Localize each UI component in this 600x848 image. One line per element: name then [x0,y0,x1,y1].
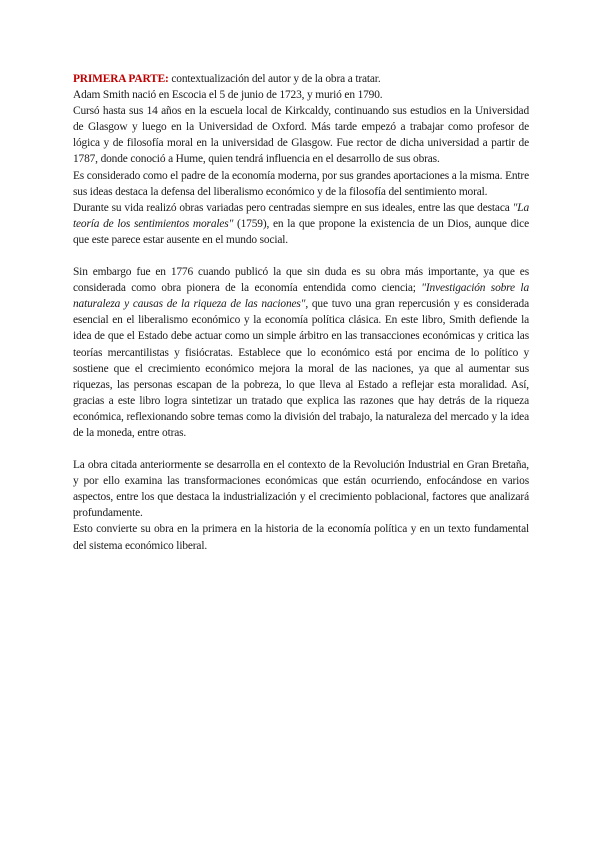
section-heading-description: contextualización del autor y de la obra a tratar. [168,73,381,85]
paragraph-spacer [73,248,529,264]
paragraph-career: Cursó hasta sus 14 años en la escuela local de Kirkcaldy, continuando sus estudios en la Universidad de Glasgow y luego en la Universidad de Oxford. Más tarde empezó a trabajar como profesor de lógica y de filosofía moral en la universidad de Glasgow. Fue rector de dicha universidad a partir de 1787, donde conoció a Hume, quien tendrá influencia en el desarrollo de sus obras. [73,105,529,166]
paragraph-works-intro: Durante su vida realizó obras variadas pero centradas siempre en sus ideales, entre las que destaca [73,201,513,214]
paragraph-context: La obra citada anteriormente se desarrolla en el contexto de la Revolución Industrial en Gran Bretaña, y por ello examina las transformaciones económicas que están ocurriendo, enfocándose en varios aspectos, entre los que destaca la industrialización y el crecimiento poblacional, factores que analizará profundamente. [73,459,529,520]
paragraph-1776 [73,264,529,441]
paragraph-spacer [73,441,529,457]
paragraph-birth: Adam Smith nació en Escocia el 5 de junio de 1723, y murió en 1790. [73,89,383,102]
paragraph-conclusion: Esto convierte su obra en la primera en la historia de la economía política y en un texto fundamental del sistema económico liberal. [73,523,529,552]
paragraph-works [73,200,529,248]
paragraph-1776-rest: , que tuvo una gran repercusión y es considerada esencial en el liberalismo económico y la economía política clásica. En este libro, Smith defiende la idea de que el Estado debe actuar como un simple árbitro en las transacciones económicas y critica las teorías mercantilistas y fisiócratas. Establece que lo económico está por encima de lo político y sostiene que el crecimiento económico mejora la moral de las naciones, ya que al aumentar sus riquezas, las personas escapan de la pobreza, lo que lleva al Estado a reflejar esta moralidad. Así, gracias a este libro logra sintetizar un tratado que explica las razones que hay detrás de la riqueza económica, reflexionando sobre temas como la división del trabajo, la naturaleza del mercado y la idea de la moneda, entre otras. [73,298,529,439]
book-title-moral-sentiments: "La teoría de los sentimientos morales" [73,201,529,230]
book-title-wealth-of-nations: "Investigación sobre la naturaleza y causas de la riqueza de las naciones" [73,282,529,311]
paragraph-works-rest: (1759), en la que propone la existencia de un Dios, aunque dice que este parece estar ausente en el mundo social. [73,217,529,246]
section-heading-line [73,71,529,87]
paragraph-father-of-economics: Es considerado como el padre de la economía moderna, por sus grandes aportaciones a la misma. Entre sus ideas destaca la defensa del liberalismo económico y de la filosofía del sentimiento moral. [73,169,529,198]
section-heading-label: PRIMERA PARTE: [73,73,169,85]
paragraph-1776-intro: Sin embargo fue en 1776 cuando publicó la que sin duda es su obra más importante, ya que es considerada como obra pionera de la economía entendida como ciencia; [73,266,529,295]
document-page [73,71,529,554]
